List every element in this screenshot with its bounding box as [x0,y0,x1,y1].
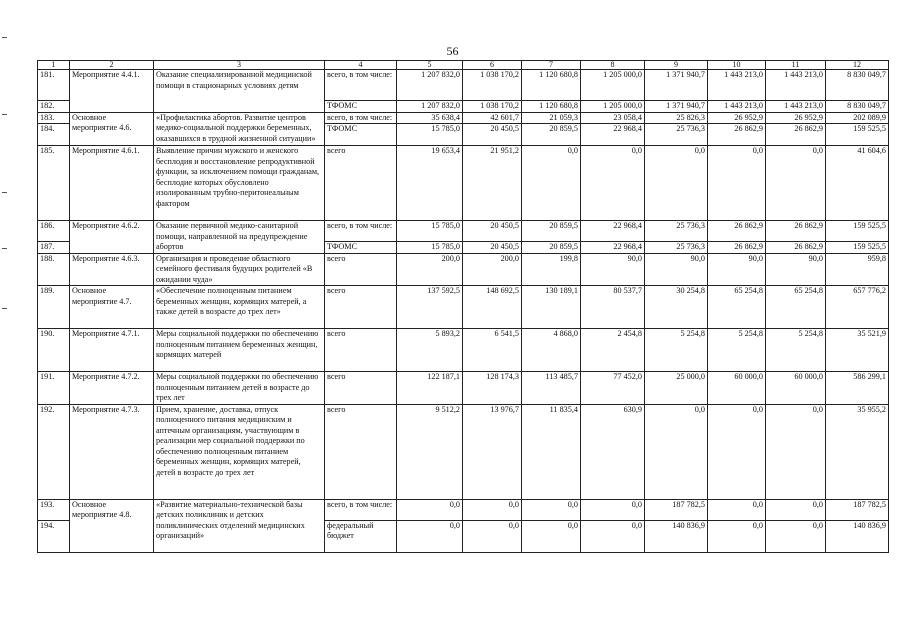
amount-cell: 6 541,5 [463,329,522,372]
amount-cell: 0,0 [397,520,463,552]
event-name: Мероприятие 4.7.2. [70,372,154,405]
amount-cell: 5 893,2 [397,329,463,372]
amount-cell: 200,0 [463,253,522,286]
amount-cell: 90,0 [766,253,826,286]
amount-cell: 959,8 [826,253,889,286]
amount-cell: 20 859,5 [522,241,581,253]
amount-cell: 5 254,8 [645,329,708,372]
amount-cell: 25 826,3 [645,112,708,124]
amount-cell: 19 653,4 [397,146,463,221]
amount-cell: 9 512,2 [397,404,463,499]
amount-cell: 1 443 213,0 [766,101,826,113]
amount-cell: 8 830 049,7 [826,101,889,113]
amount-cell: 26 952,9 [708,112,766,124]
event-description: Прием, хранение, доставка, отпуск полноценного питания медицинским и аптечным организациям, участвующим в реализации мер социальной поддержки по обеспечению полноценным питанием беременных женщин, кормящих матерей, детей в возрасте до трех лет [154,404,325,499]
event-description: «Развитие материально-технической базы детских поликлиник и детских поликлинических отделений медицинских организаций» [154,499,325,552]
amount-cell: 0,0 [766,499,826,520]
table-row [38,499,889,520]
amount-cell: 113 485,7 [522,372,581,405]
amount-cell: 26 862,9 [766,221,826,242]
amount-cell: 60 000,0 [708,372,766,405]
event-description: Меры социальной поддержки по обеспечению полноценным питанием беременных женщин, кормящих матерей [154,329,325,372]
funding-source: всего [325,329,397,372]
margin-mark [2,37,7,38]
amount-cell: 42 601,7 [463,112,522,124]
amount-cell: 35 638,4 [397,112,463,124]
amount-cell: 15 785,0 [397,221,463,242]
amount-cell: 2 454,8 [581,329,645,372]
amount-cell: 200,0 [397,253,463,286]
page-number: 56 [446,44,459,58]
table-row [38,372,889,405]
amount-cell: 1 120 680,8 [522,70,581,101]
event-name: Мероприятие 4.6.2. [70,221,154,254]
row-number: 191. [38,372,70,405]
table-row [38,404,889,499]
amount-cell: 15 785,0 [397,241,463,253]
amount-cell: 0,0 [581,499,645,520]
amount-cell: 0,0 [645,146,708,221]
amount-cell: 0,0 [766,146,826,221]
table-row [38,112,889,124]
amount-cell: 77 452,0 [581,372,645,405]
row-number: 189. [38,286,70,329]
amount-cell: 90,0 [645,253,708,286]
amount-cell: 0,0 [522,499,581,520]
amount-cell: 1 038 170,2 [463,70,522,101]
column-number: 1 [38,61,70,70]
table-row [38,221,889,242]
funding-source: всего [325,146,397,221]
table-row [38,286,889,329]
funding-source: всего [325,286,397,329]
row-number: 193. [38,499,70,520]
funding-source: ТФОМС [325,241,397,253]
amount-cell: 202 089,9 [826,112,889,124]
amount-cell: 20 859,5 [522,221,581,242]
amount-cell: 1 207 832,0 [397,101,463,113]
amount-cell: 60 000,0 [766,372,826,405]
table-row [38,146,889,221]
row-number: 192. [38,404,70,499]
event-name: Мероприятие 4.7.3. [70,404,154,499]
amount-cell: 22 968,4 [581,124,645,146]
funding-source: федеральный бюджет [325,520,397,552]
amount-cell: 1 120 680,8 [522,101,581,113]
amount-cell: 26 862,9 [708,221,766,242]
amount-cell: 5 254,8 [708,329,766,372]
funding-source: всего, в том числе: [325,70,397,101]
amount-cell: 35 955,2 [826,404,889,499]
table-row [38,329,889,372]
event-description: Организация и проведение областного семейного фестиваля будущих родителей «В ожидании чуда» [154,253,325,286]
funding-source: всего [325,253,397,286]
amount-cell: 23 058,4 [581,112,645,124]
amount-cell: 140 836,9 [645,520,708,552]
amount-cell: 0,0 [766,520,826,552]
event-name: Основное мероприятие 4.7. [70,286,154,329]
amount-cell: 25 736,3 [645,221,708,242]
amount-cell: 1 443 213,0 [708,101,766,113]
row-number: 188. [38,253,70,286]
funding-source: ТФОМС [325,124,397,146]
amount-cell: 8 830 049,7 [826,70,889,101]
amount-cell: 140 836,9 [826,520,889,552]
amount-cell: 21 059,3 [522,112,581,124]
row-number: 185. [38,146,70,221]
amount-cell: 22 968,4 [581,221,645,242]
amount-cell: 80 537,7 [581,286,645,329]
column-number: 5 [397,61,463,70]
column-number: 11 [766,61,826,70]
amount-cell: 11 835,4 [522,404,581,499]
amount-cell: 15 785,0 [397,124,463,146]
amount-cell: 25 736,3 [645,124,708,146]
event-description: «Обеспечение полноценным питанием беременных женщин, кормящих матерей, а также детей в возрасте до трех лет» [154,286,325,329]
amount-cell: 148 692,5 [463,286,522,329]
margin-mark [2,308,7,309]
amount-cell: 26 952,9 [766,112,826,124]
amount-cell: 137 592,5 [397,286,463,329]
row-number: 190. [38,329,70,372]
amount-cell: 159 525,5 [826,221,889,242]
amount-cell: 159 525,5 [826,241,889,253]
amount-cell: 20 450,5 [463,124,522,146]
amount-cell: 25 000,0 [645,372,708,405]
column-number: 6 [463,61,522,70]
margin-mark [2,114,7,115]
event-description: «Профилактика абортов. Развитие центров медико-социальной поддержки беременных, оказавшихся в трудной жизненной ситуации» [154,112,325,146]
amount-cell: 128 174,3 [463,372,522,405]
amount-cell: 26 862,9 [766,241,826,253]
column-number: 8 [581,61,645,70]
event-name: Основное мероприятие 4.6. [70,112,154,146]
row-number: 194. [38,520,70,552]
row-number: 183. [38,112,70,124]
amount-cell: 13 976,7 [463,404,522,499]
amount-cell: 1 205 000,0 [581,70,645,101]
amount-cell: 657 776,2 [826,286,889,329]
amount-cell: 20 859,5 [522,124,581,146]
amount-cell: 41 604,6 [826,146,889,221]
amount-cell: 30 254,8 [645,286,708,329]
funding-source: всего [325,404,397,499]
margin-mark [2,248,7,249]
column-number: 10 [708,61,766,70]
amount-cell: 0,0 [522,520,581,552]
amount-cell: 1 371 940,7 [645,70,708,101]
event-name: Мероприятие 4.6.3. [70,253,154,286]
amount-cell: 26 862,9 [708,124,766,146]
amount-cell: 187 782,5 [645,499,708,520]
column-number: 7 [522,61,581,70]
table-row [38,70,889,101]
row-number: 184. [38,124,70,146]
amount-cell: 0,0 [397,499,463,520]
amount-cell: 0,0 [463,499,522,520]
event-description: Выявление причин мужского и женского бесплодия и восстановление репродуктивной функции, за исключением помощи гражданам, бесплодие которых обусловлено изолированным трубно-перитонеальным фактором [154,146,325,221]
event-description: Меры социальной поддержки по обеспечению полноценным питанием детей в возрасте до трех лет [154,372,325,405]
amount-cell: 22 968,4 [581,241,645,253]
amount-cell: 159 525,5 [826,124,889,146]
event-name: Мероприятие 4.4.1. [70,70,154,113]
amount-cell: 65 254,8 [766,286,826,329]
funding-source: ТФОМС [325,101,397,113]
amount-cell: 20 450,5 [463,221,522,242]
amount-cell: 0,0 [708,499,766,520]
event-description: Оказание первичной медико-санитарной помощи, направленной на предупреждение абортов [154,221,325,254]
row-number: 182. [38,101,70,113]
amount-cell: 0,0 [708,146,766,221]
amount-cell: 122 187,1 [397,372,463,405]
table-row [38,253,889,286]
row-number: 187. [38,241,70,253]
funding-source: всего, в том числе: [325,112,397,124]
amount-cell: 0,0 [522,146,581,221]
amount-cell: 0,0 [708,404,766,499]
row-number: 186. [38,221,70,242]
funding-source: всего [325,372,397,405]
column-number: 4 [325,61,397,70]
amount-cell: 4 868,0 [522,329,581,372]
amount-cell: 26 862,9 [766,124,826,146]
amount-cell: 0,0 [708,520,766,552]
amount-cell: 0,0 [581,520,645,552]
column-number: 3 [154,61,325,70]
amount-cell: 586 299,1 [826,372,889,405]
amount-cell: 0,0 [581,146,645,221]
amount-cell: 0,0 [766,404,826,499]
funding-source: всего, в том числе: [325,499,397,520]
amount-cell: 5 254,8 [766,329,826,372]
amount-cell: 187 782,5 [826,499,889,520]
event-name: Мероприятие 4.7.1. [70,329,154,372]
amount-cell: 20 450,5 [463,241,522,253]
amount-cell: 0,0 [645,404,708,499]
amount-cell: 21 951,2 [463,146,522,221]
amount-cell: 90,0 [581,253,645,286]
budget-table [37,60,889,553]
event-description: Оказание специализированной медицинской помощи в стационарных условиях детям [154,70,325,113]
amount-cell: 1 207 832,0 [397,70,463,101]
column-number: 2 [70,61,154,70]
amount-cell: 630,9 [581,404,645,499]
event-name: Основное мероприятие 4.8. [70,499,154,552]
margin-mark [2,192,7,193]
amount-cell: 130 189,1 [522,286,581,329]
amount-cell: 1 205 000,0 [581,101,645,113]
amount-cell: 1 443 213,0 [766,70,826,101]
event-name: Мероприятие 4.6.1. [70,146,154,221]
amount-cell: 90,0 [708,253,766,286]
amount-cell: 0,0 [463,520,522,552]
column-number: 12 [826,61,889,70]
table-body [38,61,889,553]
amount-cell: 26 862,9 [708,241,766,253]
funding-source: всего, в том числе: [325,221,397,242]
amount-cell: 1 038 170,2 [463,101,522,113]
amount-cell: 199,8 [522,253,581,286]
row-number: 181. [38,70,70,101]
amount-cell: 35 521,9 [826,329,889,372]
column-number: 9 [645,61,708,70]
column-number-row [38,61,889,70]
amount-cell: 1 371 940,7 [645,101,708,113]
amount-cell: 65 254,8 [708,286,766,329]
amount-cell: 25 736,3 [645,241,708,253]
amount-cell: 1 443 213,0 [708,70,766,101]
